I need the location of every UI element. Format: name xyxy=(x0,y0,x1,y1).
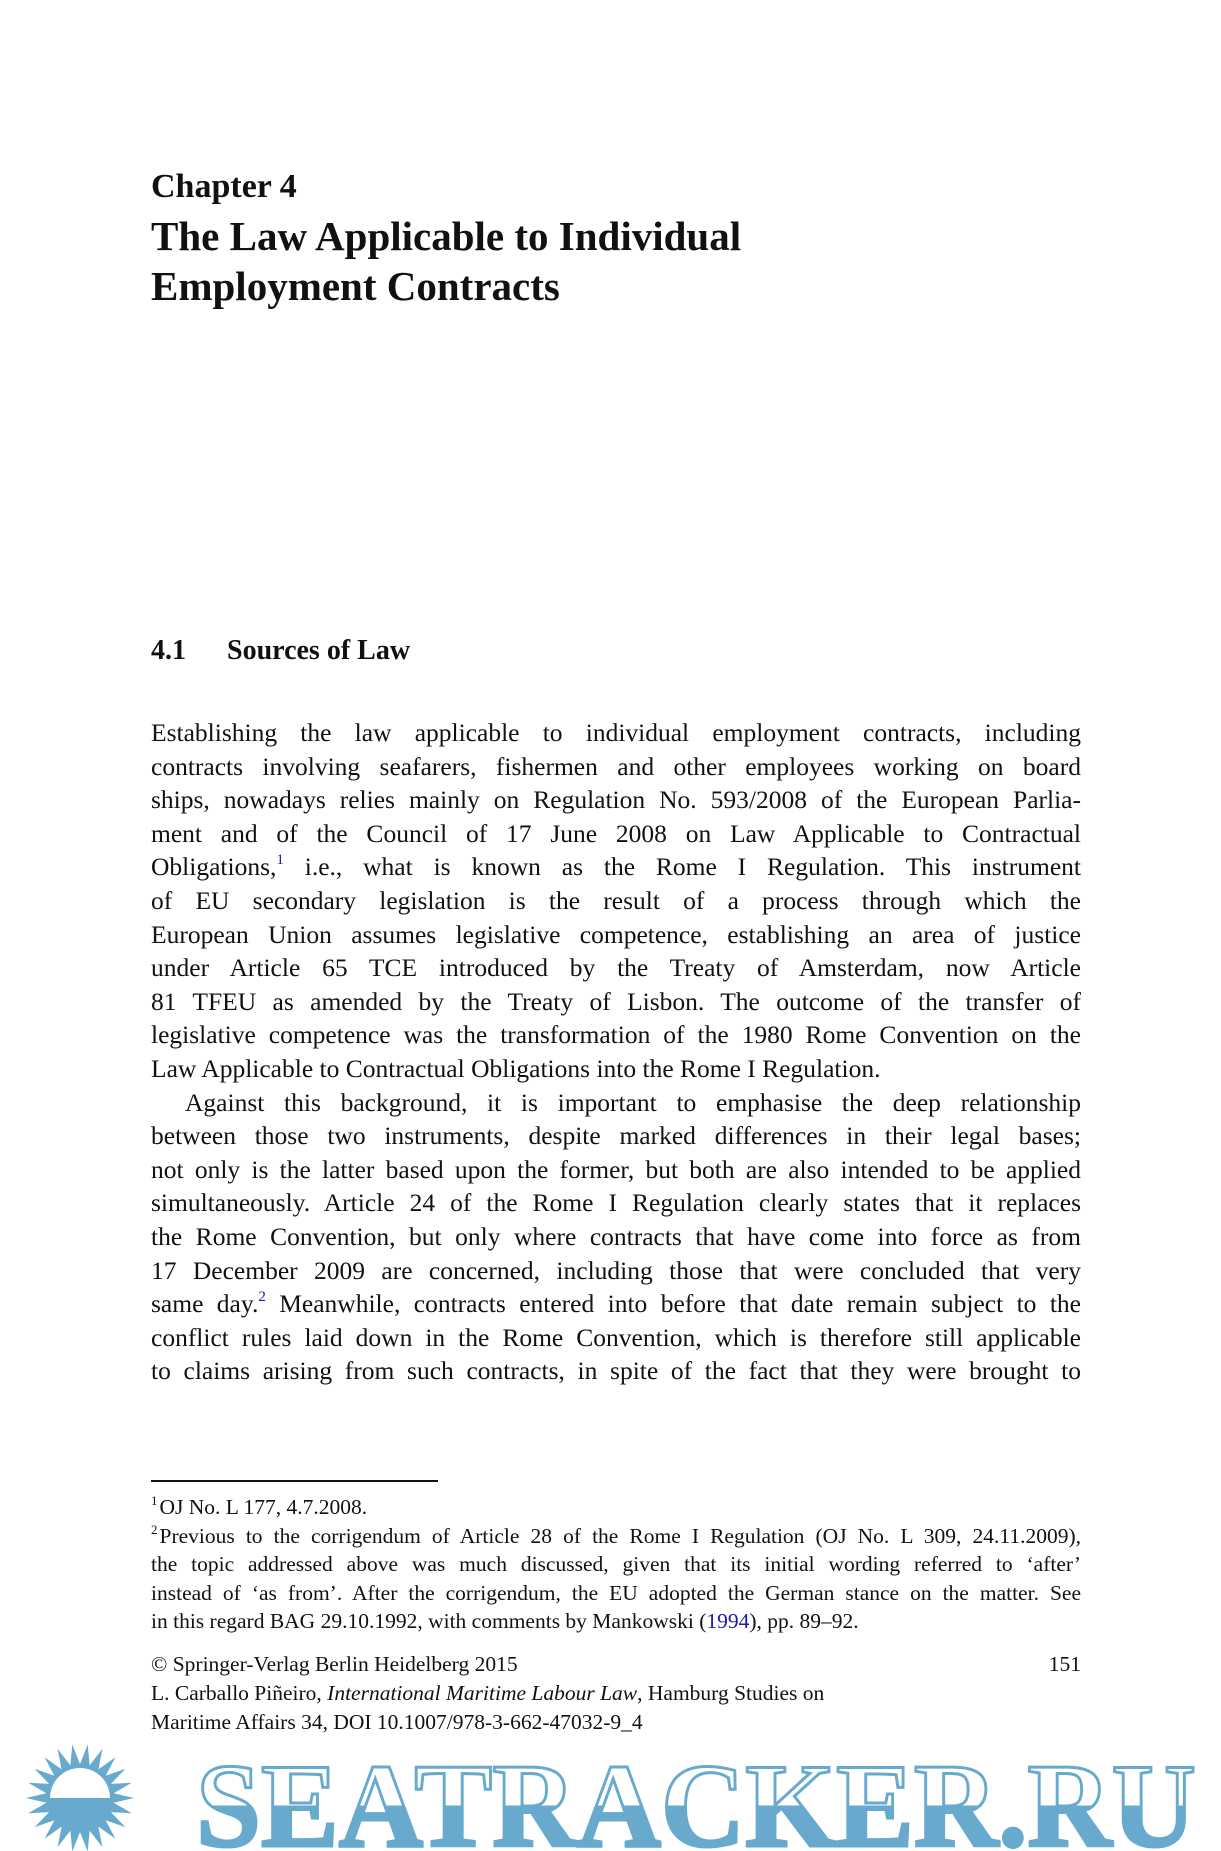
chapter-label: Chapter 4 xyxy=(151,168,297,205)
text-run: under Article 65 TCE introduced by the Treaty of Amsterdam, now Article xyxy=(151,953,1081,983)
text-run: Law Applicable to Contractual Obligations into the Rome I Regulation. xyxy=(151,1053,881,1083)
watermark-text: SEATRACKER.RU xyxy=(196,1740,1196,1851)
author: L. Carballo Piñeiro, xyxy=(151,1681,328,1705)
text-run: contracts involving seafarers, fishermen and other employees working on board xyxy=(151,751,1081,781)
footnotes-line xyxy=(151,1522,1081,1551)
footnote-ref[interactable]: 1 xyxy=(151,1493,158,1508)
chapter-title-line: The Law Applicable to Individual xyxy=(151,213,742,259)
doi: Maritime Affairs 34, DOI 10.1007/978-3-662-47032-9_4 xyxy=(151,1710,643,1734)
body_lines-line xyxy=(151,750,1081,784)
body_lines-line xyxy=(151,850,1081,884)
text-run: instead of ‘as from’. After the corrigendum, the EU adopted the German stance on the matter. See xyxy=(151,1580,1081,1605)
text-run: ships, nowadays relies mainly on Regulation No. 593/2008 of the European Parlia- xyxy=(151,785,1081,815)
page-number: 151 xyxy=(1048,1652,1081,1676)
footnote-divider xyxy=(151,1480,438,1482)
chapter-title-line: Employment Contracts xyxy=(151,263,560,309)
footnotes-line xyxy=(151,1493,1081,1522)
text-run: to claims arising from such contracts, in spite of the fact that they were brought to xyxy=(151,1356,1081,1386)
body_lines-line xyxy=(151,1018,1081,1052)
text-run: same day. xyxy=(151,1289,259,1319)
text-run: legislative competence was the transformation of the 1980 Rome Convention on the xyxy=(151,1020,1081,1050)
text-run: 81 TFEU as amended by the Treaty of Lisbon. The outcome of the transfer of xyxy=(151,986,1081,1016)
text-run: Against this background, it is important to emphasise the deep relationship xyxy=(185,1087,1081,1117)
page-footer xyxy=(151,1650,1081,1737)
text-run: ment and of the Council of 17 June 2008 on Law Applicable to Contractual xyxy=(151,818,1081,848)
sun-logo-icon xyxy=(26,1745,134,1851)
text-run: Establishing the law applicable to individual employment contracts, including xyxy=(151,718,1081,747)
section-title: Sources of Law xyxy=(227,635,411,666)
body_lines-line xyxy=(151,951,1081,985)
text-run: Obligations, xyxy=(151,852,277,882)
citation-link[interactable]: 1994 xyxy=(706,1609,750,1633)
footnote-ref[interactable]: 2 xyxy=(151,1521,158,1537)
seatracker-watermark xyxy=(0,1740,1221,1851)
text-run: the Rome Convention, but only where contracts that have come into force as from xyxy=(151,1221,1081,1251)
body_lines-line xyxy=(151,1287,1081,1321)
text-run: in this regard BAG 29.10.1992, with comments by Mankowski ( xyxy=(151,1609,707,1633)
footnote-ref[interactable]: 1 xyxy=(276,852,284,869)
footnotes xyxy=(151,1493,1081,1636)
body_lines-line xyxy=(151,1354,1081,1388)
footnotes-line xyxy=(151,1579,1081,1608)
text-run: i.e., what is known as the Rome I Regulation. This instrument xyxy=(283,852,1081,882)
copyright: © Springer-Verlag Berlin Heidelberg 2015 xyxy=(151,1652,518,1676)
text-run: the topic addressed above was much discussed, given that its initial wording referred to ‘after’ xyxy=(151,1552,1081,1576)
text-run: between those two instruments, despite marked differences in their legal bases; xyxy=(151,1121,1081,1151)
text-run: Meanwhile, contracts entered into before that date remain subject to the xyxy=(265,1289,1081,1319)
body_lines-line xyxy=(151,1186,1081,1220)
book-title: International Maritime Labour Law xyxy=(327,1681,638,1705)
section-heading xyxy=(151,635,410,667)
footnotes-line xyxy=(151,1607,1081,1636)
body_lines-line xyxy=(151,1321,1081,1355)
text-run: 17 December 2009 are concerned, including those that were concluded that very xyxy=(151,1255,1081,1285)
body_lines-line xyxy=(151,1254,1081,1288)
body_lines-line xyxy=(151,817,1081,851)
body_lines-line xyxy=(151,918,1081,952)
body_lines-line xyxy=(151,1086,1081,1120)
body_lines-line xyxy=(151,1220,1081,1254)
footnote-ref[interactable]: 2 xyxy=(258,1289,266,1306)
text-run: Previous to the corrigendum of Article 28 of the Rome I Regulation (OJ No. L 309, 24.11.2009), xyxy=(159,1523,1081,1548)
text-run: of EU secondary legislation is the result of a process through which the xyxy=(151,885,1081,915)
body_lines-line xyxy=(151,783,1081,817)
body_lines-line xyxy=(151,1153,1081,1187)
text-run: OJ No. L 177, 4.7.2008. xyxy=(159,1495,368,1519)
text-run: not only is the latter based upon the former, but both are also intended to be applied xyxy=(151,1154,1081,1184)
text-run: conflict rules laid down in the Rome Convention, which is therefore still applicable xyxy=(151,1322,1081,1352)
body_lines-line xyxy=(151,1052,1081,1086)
series: , Hamburg Studies on xyxy=(637,1681,825,1705)
footnotes-line xyxy=(151,1550,1081,1579)
text-run: ), pp. 89–92. xyxy=(749,1609,859,1633)
body_lines-line xyxy=(151,884,1081,918)
body-text xyxy=(151,716,1081,1388)
section-number: 4.1 xyxy=(151,635,186,666)
text-run: simultaneously. Article 24 of the Rome I Regulation clearly states that it replaces xyxy=(151,1188,1081,1218)
text-run: European Union assumes legislative competence, establishing an area of justice xyxy=(151,919,1081,949)
body_lines-line xyxy=(151,1119,1081,1153)
body_lines-line xyxy=(151,985,1081,1019)
body_lines-line xyxy=(151,716,1081,750)
